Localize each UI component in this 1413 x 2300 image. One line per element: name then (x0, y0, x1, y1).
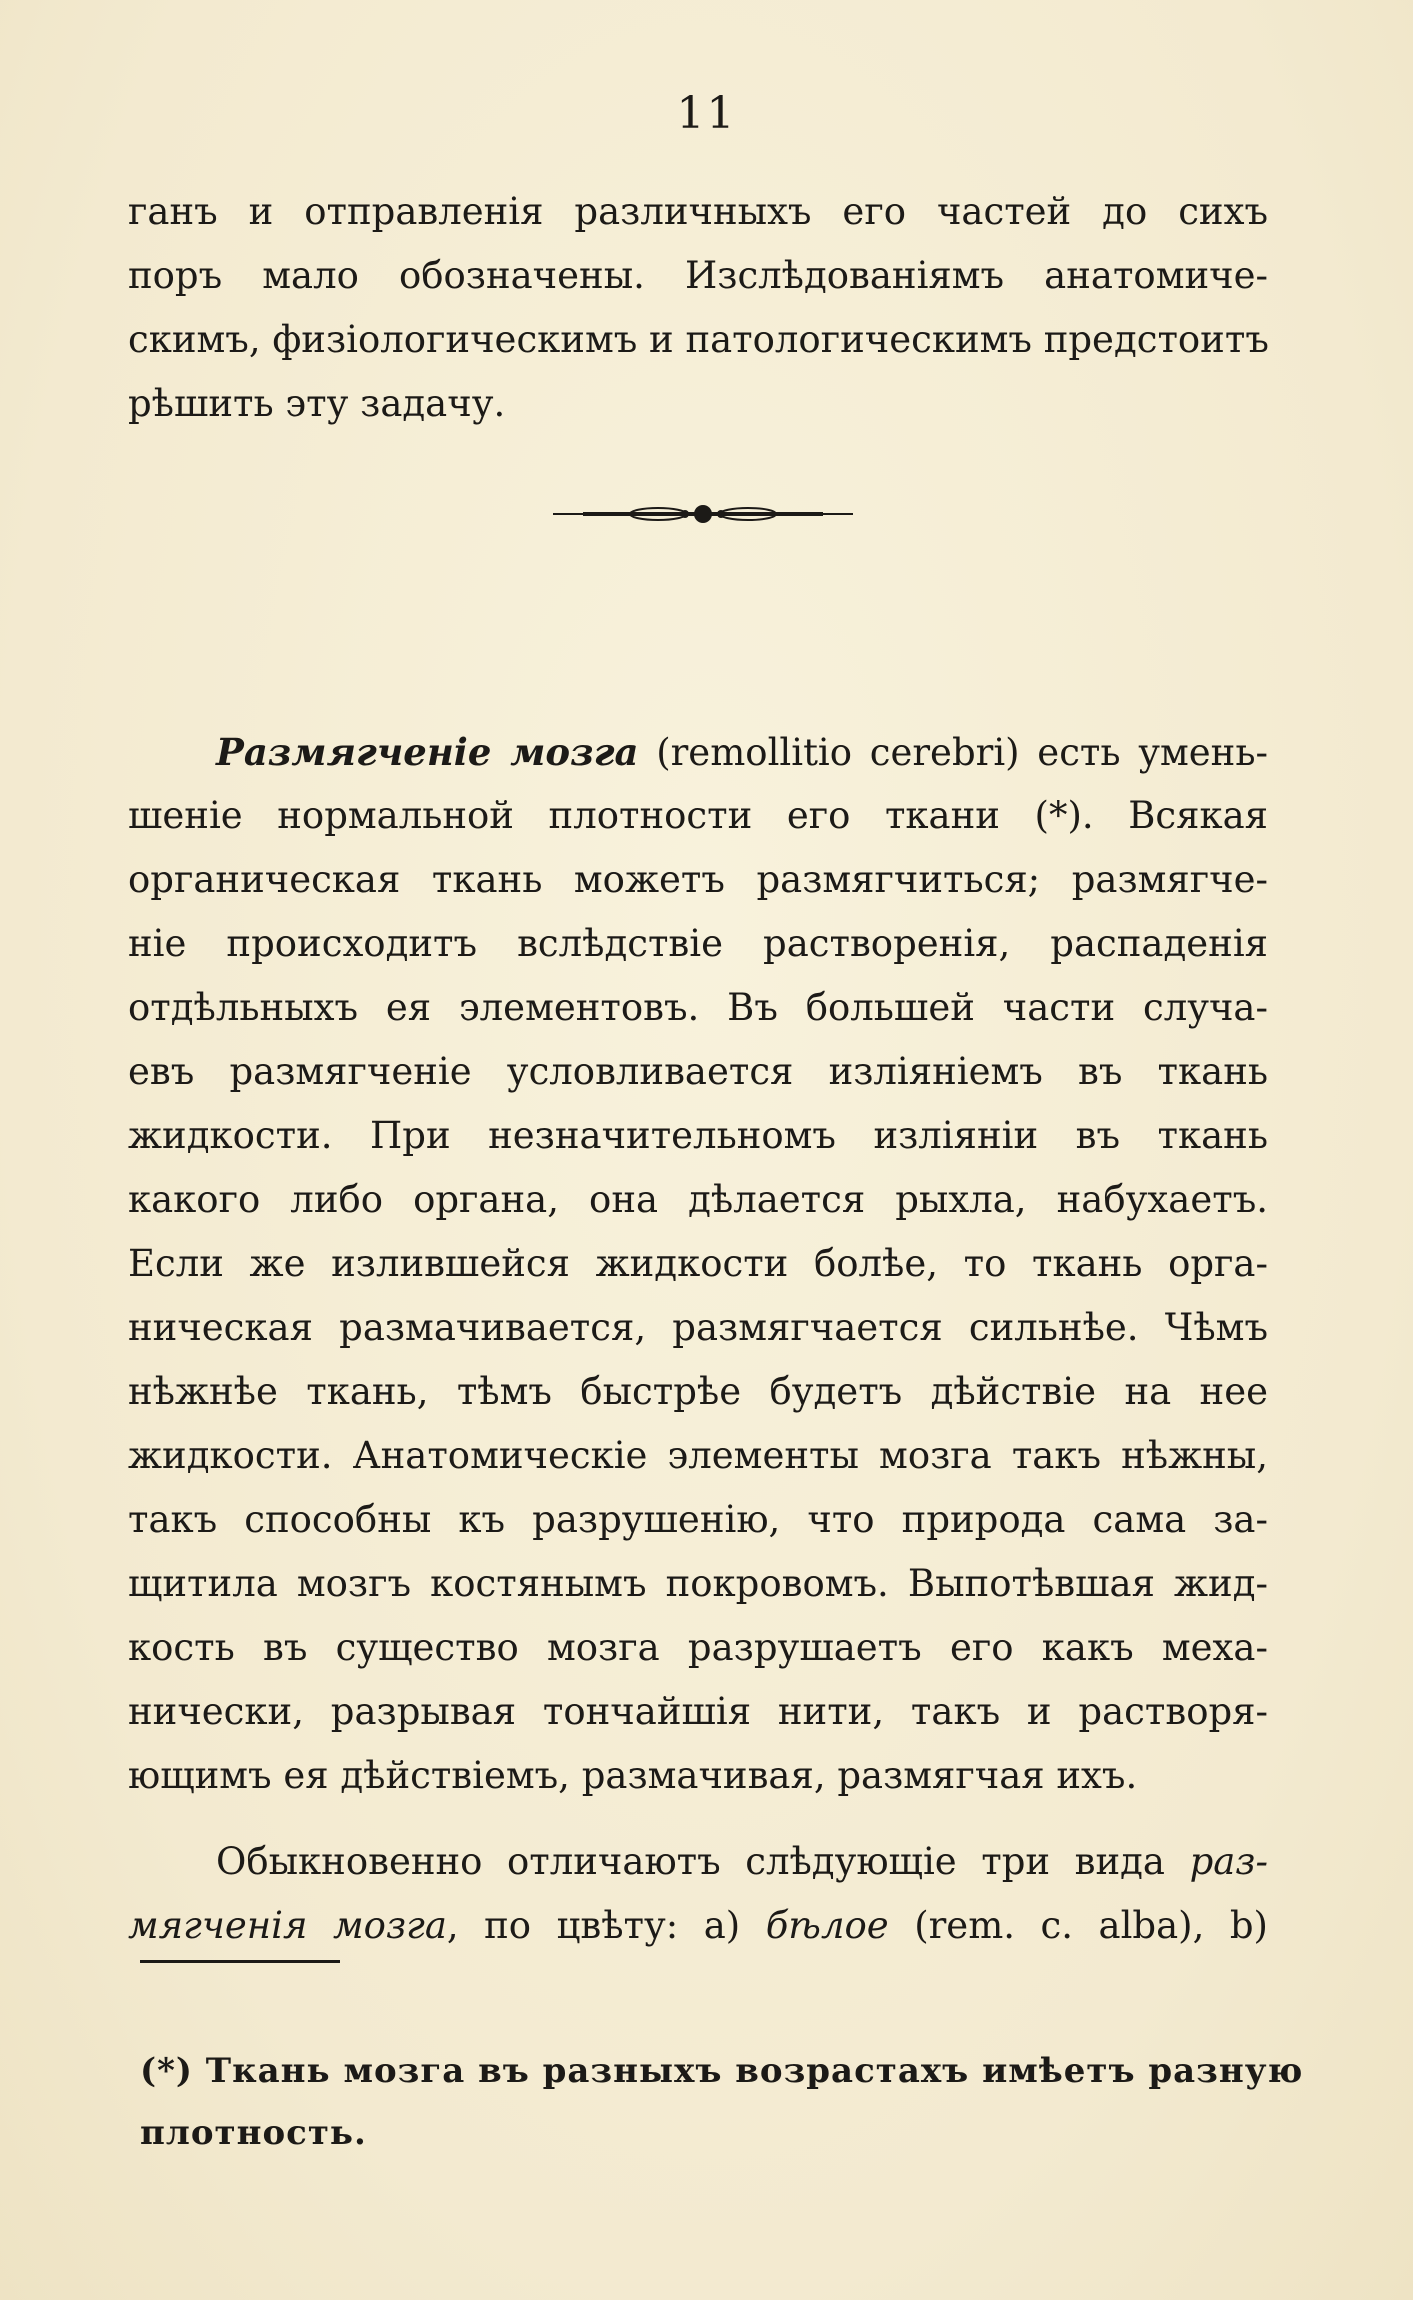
text-line: какого либо органа, она дѣлается рыхла, набухаетъ. (128, 1178, 1268, 1221)
para2-text: Обыкновенно отличаютъ слѣдующіе три вида (216, 1840, 1165, 1883)
text-line: жидкости. При незначительномъ изліяніи въ ткань (128, 1114, 1268, 1157)
term-heading: Размягченіе мозга (216, 730, 639, 774)
intro-paragraph (128, 180, 1268, 436)
footnote (140, 2040, 1304, 2164)
text-line: Если же излившейся жидкости болѣе, то ткань орга- (128, 1242, 1268, 1285)
text-line: ганъ и отправленія различныхъ его частей до сихъ (128, 190, 1268, 233)
para2-italic-white: бѣлое (765, 1904, 889, 1947)
text-line: отдѣльныхъ ея элементовъ. Въ большей части случа- (128, 986, 1268, 1029)
first-line-rest: есть умень- (1037, 731, 1268, 774)
text-line: нѣжнѣе ткань, тѣмъ быстрѣе будетъ дѣйствіе на нее (128, 1370, 1268, 1413)
second-paragraph (128, 1830, 1268, 1958)
main-paragraph (128, 720, 1268, 1808)
text-line: ніе происходитъ вслѣдствіе растворенія, распаденія (128, 922, 1268, 965)
text-line: скимъ, физіологическимъ и патологическимъ предстоитъ (128, 318, 1269, 361)
text-line: щитила мозгъ костянымъ покровомъ. Выпотѣвшая жид- (128, 1562, 1268, 1605)
ornament-divider (553, 494, 853, 534)
text-line: шеніе нормальной плотности его ткани (*). Всякая (128, 794, 1268, 837)
first-line (128, 720, 1268, 784)
text-line: органическая ткань можетъ размягчиться; размягче- (128, 858, 1268, 901)
text-line (128, 1830, 1268, 1894)
text-line (128, 1894, 1268, 1958)
text-line: ническая размачивается, размягчается сильнѣе. Чѣмъ (128, 1306, 1268, 1349)
latin-term: (remollitio cerebri) (656, 731, 1020, 774)
para2-italic: раз- (1189, 1840, 1268, 1883)
text-line: нически, разрывая тончайшія нити, такъ и растворя- (128, 1690, 1268, 1733)
page-number: 11 (676, 88, 737, 139)
text-line: жидкости. Анатомическіе элементы мозга такъ нѣжны, (128, 1434, 1268, 1477)
text-line: евъ размягченіе условливается изліяніемъ въ ткань (128, 1050, 1268, 1093)
text-line: кость въ существо мозга разрушаетъ его какъ меха- (128, 1626, 1268, 1669)
para2-text: (rem. c. alba), b) (914, 1904, 1268, 1947)
para2-italic-term: мягченія мозга (128, 1904, 447, 1947)
para2-text: , по цвѣту: a) (446, 1904, 741, 1947)
text-line: ющимъ ея дѣйствіемъ, размачивая, размягчая ихъ. (128, 1754, 1138, 1797)
footnote-rule (140, 1960, 340, 1963)
text-line: такъ способны къ разрушенію, что природа сама за- (128, 1498, 1268, 1541)
footnote-line: плотность. (140, 2113, 367, 2153)
text-line: рѣшить эту задачу. (128, 382, 506, 425)
footnote-line: (*) Ткань мозга въ разныхъ возрастахъ имѣетъ разную (140, 2051, 1304, 2091)
text-line: поръ мало обозначены. Изслѣдованіямъ анатомиче- (128, 254, 1268, 297)
